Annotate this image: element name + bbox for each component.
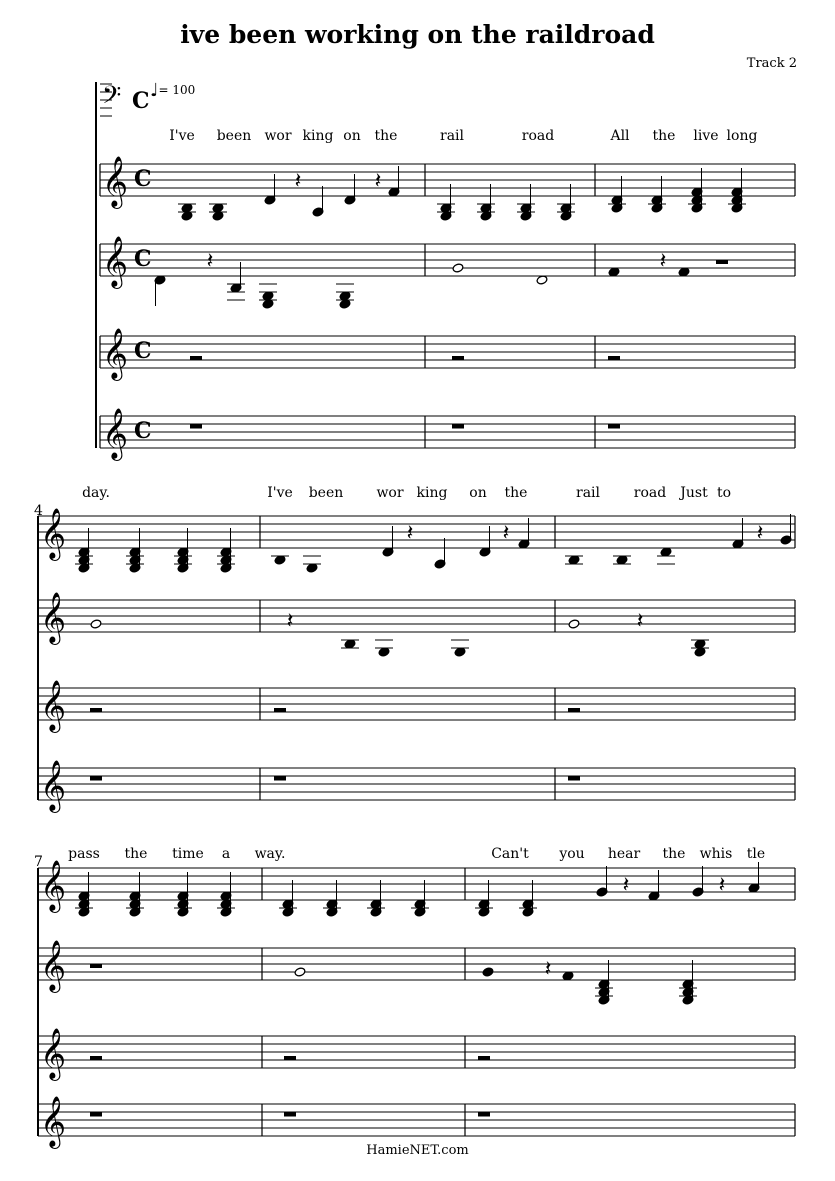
treble-clef-icon: 𝄞 [40,1028,67,1079]
lyric-syllable: the [652,128,676,144]
treble-clef-icon: 𝄞 [102,156,129,207]
score-title: ive been working on the raildroad [180,20,655,49]
time-signature: C [134,338,152,364]
notehead [482,967,494,977]
half-rest [716,260,728,264]
whole-rest [90,708,102,713]
measure-number: 4 [34,503,43,519]
lyric-syllable: whis [699,846,733,862]
notehead [568,619,580,629]
lyric-syllable: I've [169,128,195,144]
treble-clef-icon: 𝄞 [102,236,129,287]
whole-rest [284,1112,296,1117]
treble-clef-icon: 𝄞 [40,760,67,811]
quarter-rest: 𝄽 [544,957,552,982]
lyric-syllable: a [221,846,231,862]
lyric-syllable: on [343,128,361,144]
whole-rest [478,1112,490,1117]
quarter-rest: 𝄽 [406,521,414,546]
footer-credit: HamieNET.com [366,1143,469,1158]
whole-rest [274,708,286,713]
whole-rest [608,424,620,429]
half-rest [90,964,102,968]
treble-clef-icon: 𝄞 [40,1096,67,1147]
whole-rest [90,1112,102,1117]
lyric-syllable: live [693,128,719,144]
notehead [90,619,102,629]
lyric-syllable: the [124,846,148,862]
lyric-syllable: the [504,485,528,501]
whole-rest [274,776,286,781]
lyric-syllable: road [633,485,667,501]
tempo-value: = 100 [158,83,196,97]
lyric-syllable: I've [267,485,293,501]
lyric-syllable: you [559,846,585,862]
quarter-rest: 𝄽 [718,873,726,898]
lyric-syllable: been [216,128,252,144]
lyric-syllable: road [521,128,555,144]
whole-rest [190,424,202,429]
time-signature: C [134,246,152,272]
lyric-syllable: wor [376,485,404,501]
measure-number: 7 [34,854,43,870]
treble-clef-icon: 𝄞 [40,508,67,559]
treble-clef-icon: 𝄞 [102,328,129,379]
quarter-rest: 𝄽 [294,169,302,194]
lyric-syllable: rail [440,128,464,144]
quarter-rest: 𝄽 [756,521,764,546]
lyric-syllable: king [302,128,334,144]
whole-rest [452,356,464,361]
whole-rest [568,708,580,713]
quarter-rest: 𝄽 [286,609,294,634]
whole-rest [190,356,202,361]
quarter-note-icon: ♩ [150,80,159,101]
whole-rest [568,776,580,781]
notehead [452,263,464,273]
lyric-syllable: on [469,485,487,501]
treble-clef-icon: 𝄞 [40,860,67,911]
notehead [294,967,306,977]
lyric-syllable: pass [68,846,100,862]
lyric-syllable: wor [264,128,292,144]
quarter-rest: 𝄽 [622,873,630,898]
quarter-rest: 𝄽 [206,249,214,274]
lyric-syllable: king [416,485,448,501]
whole-rest [284,1056,296,1061]
lyric-syllable: Just [680,485,708,501]
time-signature: C [134,166,152,192]
whole-rest [478,1056,490,1061]
lyric-syllable: long [726,128,758,144]
treble-clef-icon: 𝄞 [40,592,67,643]
whole-rest [90,776,102,781]
lyric-syllable: Can't [491,846,529,862]
lyric-syllable: tle [746,846,766,862]
quarter-rest: 𝄽 [636,609,644,634]
quarter-rest: 𝄽 [502,521,510,546]
lyric-syllable: All [610,128,630,144]
time-signature: C [134,418,152,444]
quarter-rest: 𝄽 [659,249,667,274]
treble-clef-icon: 𝄞 [40,940,67,991]
lyric-syllable: way. [254,846,286,862]
lyric-syllable: to [716,485,732,501]
time-signature: C [132,88,150,114]
lyric-syllable: the [662,846,686,862]
track-label: Track 2 [746,56,797,71]
lyric-syllable: the [374,128,398,144]
whole-rest [608,356,620,361]
treble-clef-icon: 𝄞 [102,408,129,459]
lyric-syllable: hear [607,846,641,862]
lyric-syllable: day. [82,485,110,501]
whole-rest [90,1056,102,1061]
treble-clef-icon: 𝄞 [40,680,67,731]
whole-rest [452,424,464,429]
lyric-syllable: rail [576,485,600,501]
bass-clef-icon: 𝄢 [102,81,122,116]
lyric-syllable: been [308,485,344,501]
quarter-rest: 𝄽 [374,169,382,194]
lyric-syllable: time [172,846,204,862]
